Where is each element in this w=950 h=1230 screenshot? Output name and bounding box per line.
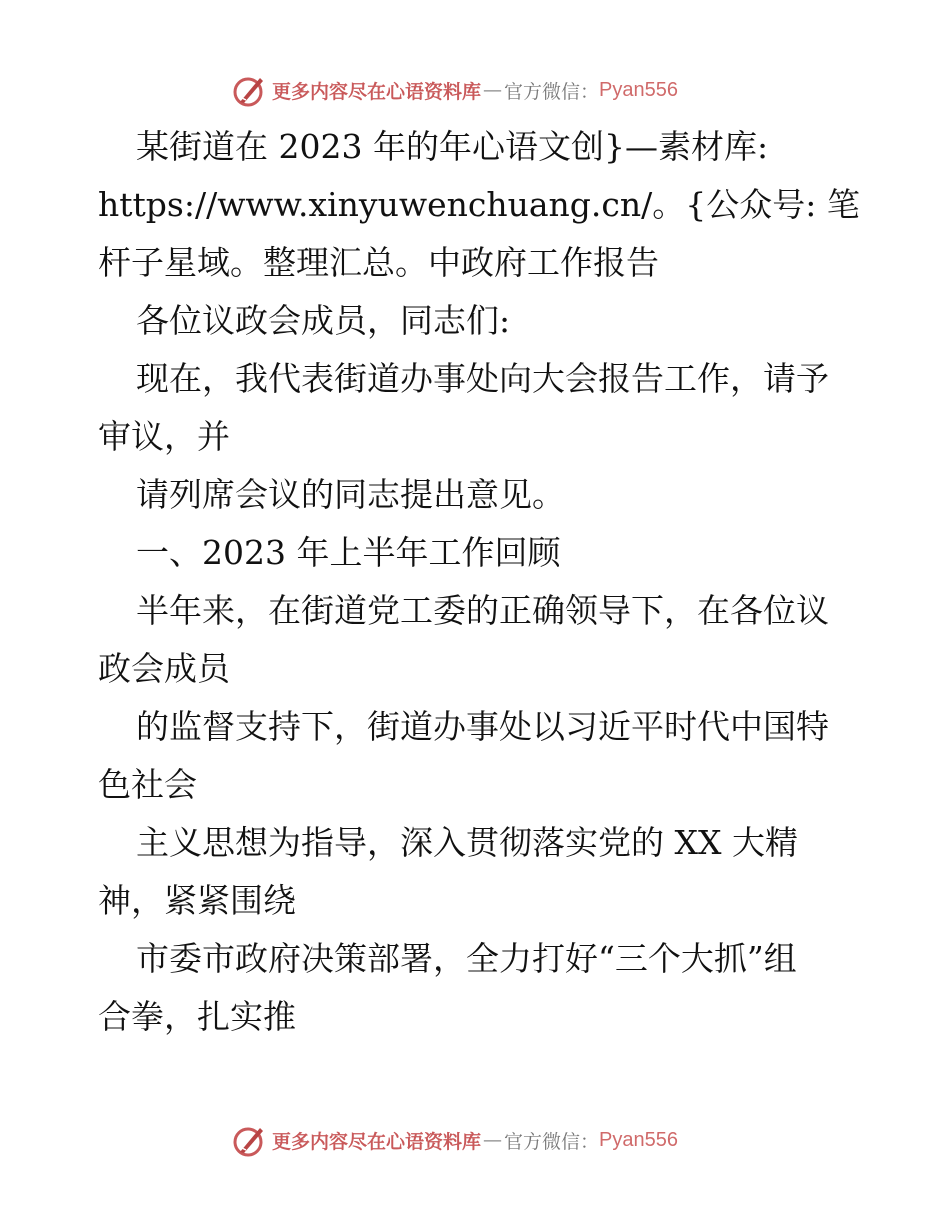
footer-site-text: 更多内容尽在心语资料库 — [272, 1130, 482, 1153]
quill-pen-circle-icon — [232, 72, 268, 108]
text-line-14: 神，紧紧围绕 — [98, 881, 296, 920]
header-banner — [232, 70, 678, 110]
footer-wechat-id: Pyan556 — [599, 1128, 678, 1151]
text-line-6: 审议，并 — [98, 417, 230, 456]
header-separator: — — [483, 79, 503, 101]
text-line-1: 某街道在 2023 年的年心语文创}—素材库: — [136, 127, 769, 166]
text-line-16: 合拳，扎实推 — [98, 997, 296, 1036]
text-line-2: https://www.xinyuwenchuang.cn/。{公众号: 笔 — [98, 185, 860, 224]
text-line-5: 现在，我代表街道办事处向大会报告工作，请予 — [136, 359, 829, 398]
text-line-9: 半年来，在街道党工委的正确领导下，在各位议 — [136, 591, 829, 630]
footer-separator: — — [483, 1129, 503, 1151]
text-line-11: 的监督支持下，街道办事处以习近平时代中国特 — [136, 707, 829, 746]
quill-pen-circle-icon — [232, 1122, 268, 1158]
text-line-13: 主义思想为指导，深入贯彻落实党的 XX 大精 — [136, 823, 798, 862]
footer-banner — [232, 1120, 678, 1160]
text-line-7: 请列席会议的同志提出意见。 — [136, 475, 565, 514]
document-body — [98, 118, 858, 1046]
header-site-text: 更多内容尽在心语资料库 — [272, 80, 482, 103]
header-wechat-label: 官方微信： — [504, 80, 600, 103]
text-line-3: 杆子星域。整理汇总。中政府工作报告 — [98, 243, 659, 282]
text-line-15: 市委市政府决策部署，全力打好“三个大抓”组 — [136, 939, 797, 978]
text-line-12: 色社会 — [98, 765, 197, 804]
section-heading: 一、2023 年上半年工作回顾 — [136, 533, 561, 572]
footer-wechat-label: 官方微信： — [504, 1130, 600, 1153]
text-line-10: 政会成员 — [98, 649, 230, 688]
text-line-4: 各位议政会成员，同志们: — [136, 301, 511, 340]
header-wechat-id: Pyan556 — [599, 78, 678, 101]
